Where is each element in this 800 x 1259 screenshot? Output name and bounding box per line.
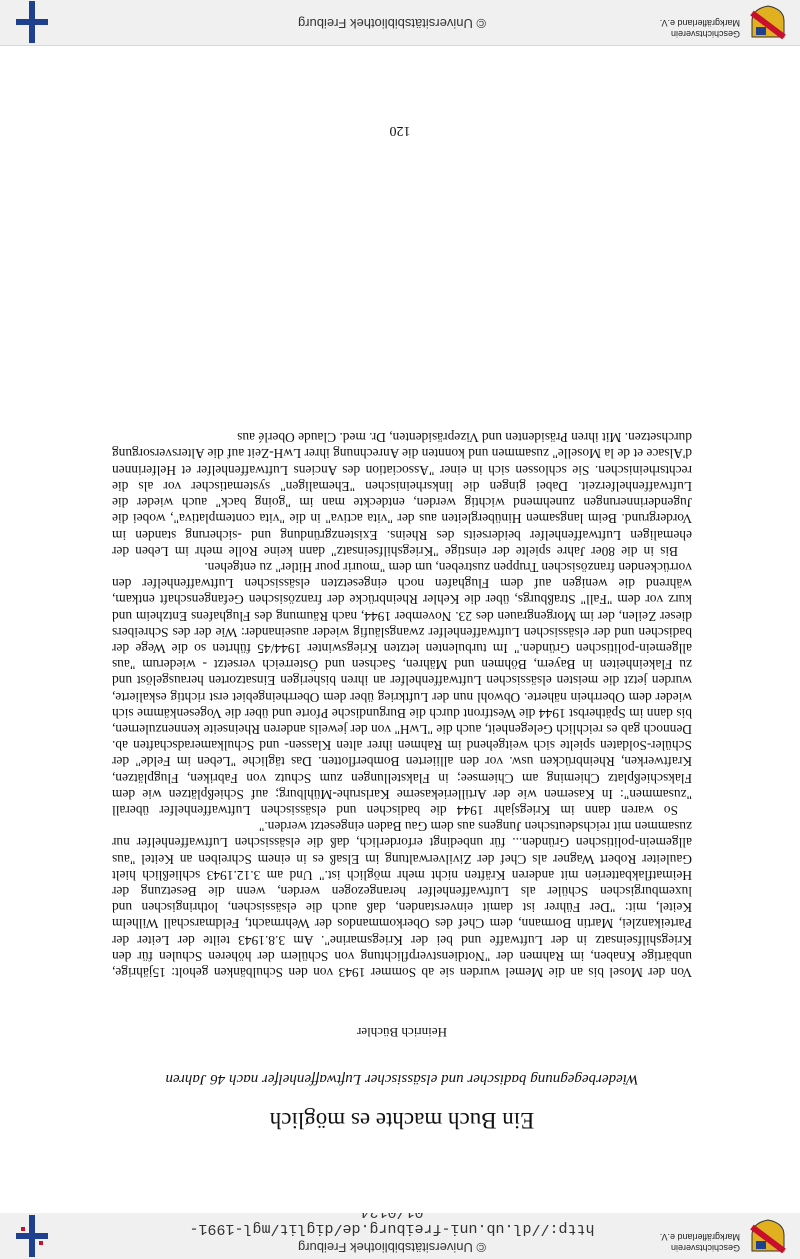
ub-freiburg-cross-icon xyxy=(12,1,52,43)
society-name: Geschichtsverein Markgräflerland e.V. xyxy=(659,1232,740,1253)
ub-freiburg-cross-icon xyxy=(12,1215,52,1257)
page-content xyxy=(112,429,692,1133)
page-number: 120 xyxy=(389,123,411,138)
society-name: Geschichtsverein Markgräflerland e.V. xyxy=(659,18,740,39)
paragraph: So waren dann im Kriegsjahr 1944 die badischen und elsässischen Luftwaffenhelfer überall "zusammen": In Kasernen wie der Artilleriekaserne Karlsruhe-Mühlburg; auf Schießplätzen wie dem Flakschießplatz Chieming am Chiemsee; in Flakstellungen zum Schutz von Fabriken, Flugplätzen, Kraftwerken, Rheinbrücken usw. vor den alliierten Bomberflotten. Das tägliche "Leben im Felde" der Schüler-Soldaten spielte sich weitgehend im Rahmen ihrer alten Klassen- und Schulkameradschaften ab. Dennoch gab es reichlich Gelegenheit, auch die "LwH" von der jeweils anderen Rheinseite kennenzulernen, bis dann im Spätherbst 1944 die Westfront durch die Burgundische Pforte und über die Vogesenkämme sich wieder dem Oberrhein näherte. Obwohl nun der Luftkrieg über dem Oberrheingebiet erst richtig eskalierte, wurden jetzt die meisten elsässischen Luftwaffenhelfer an ihren bisherigen Einsatzorten herausgelöst und zu Flakeinheiten in Bayern, Böhmen und Mähren, Sachsen und Österreich versetzt - wiederum "aus allgemein-politischen Gründen." Im turbulenten letzten Kriegswinter 1944/45 führten so die Wege der badischen und der elsässischen Luftwaffenhelfer zwangsläufig wieder auseinander: Wie der des Schreibers dieser Zeilen, der im Morgengrauen des 23. November 1944, nach Räumung des Flughafens Entzheim und kurz vor dem "Fall" Straßburgs, über die Kehler Rheinbrücke der französischen Gefangenschaft entkam, während die wenigen auf dem Flughafen noch eingesetzten elsässischen Luftwaffenhelfer den vorrückenden französischen Truppen zustreben, um dem "mourir pour Hitler" zu entgehen. xyxy=(112,559,692,818)
paragraph: Bis in die 80er Jahre spielte der einstige "Kriegshilfseinsatz" dann keine Rolle mehr im Leben der ehemaligen Luftwaffenhelfer beiderseits des Rheins. Existenzgründung und -sicherung standen im Vordergrund. Beim langsamen Hinübergleiten aus der "vita activa" in die "vita contemplativa", wobei die Jugenderinnerungen zunehmend wichtig werden, entdeckte man im "going back" auch wieder die Luftwaffenhelferzeit. Dabei gingen die linksrheinischen "Ehemaligen" systematischer vor als die rechtsrheinischen. Sie schlossen sich in einer "Association des Anciens Luftwaffenhelfer et Helferinnen d'Alsace et de la Moselle" zusammen und konnten die Anrechnung ihrer LwH-Zeit auf die Altersversorgung durchsetzen. Mit ihren Präsidenten und Vizepräsidenten, Dr. med. Claude Oberlé aus xyxy=(112,430,692,559)
viewer-footer-bar xyxy=(0,0,800,46)
copyright-notice: © Universitätsbibliothek Freiburg xyxy=(297,1240,487,1255)
article-subtitle: Wiederbegegnung badischer und elsässischer Luftwaffenhelfer nach 46 Jahren xyxy=(165,1071,639,1087)
source-url-link[interactable]: http://dl.ub.uni-freiburg.de/diglit/mgl-1991- xyxy=(189,1220,595,1237)
coat-of-arms-icon xyxy=(748,5,788,39)
article-title: Ein Buch machte es möglich xyxy=(269,1108,535,1133)
coat-of-arms-icon xyxy=(748,1219,788,1253)
copyright-notice: © Universitätsbibliothek Freiburg xyxy=(297,16,487,31)
paragraph: Von der Mosel bis an die Memel wurden sie ab Sommer 1943 von den Schulbänken geholt: 15jährige, unbärtige Knaben, im Rahmen der "Notdienstverpflichtung von Schülern der höheren Schulen für den Kriegshilfseinsatz in der Luftwaffe und bei der Kriegsmarine". Am 3.8.1943 teilte der Leiter der Parteikanzlei, Martin Bormann, dem Chef des Oberkommandos der Wehrmacht, Feldmarschall Wilhelm Keitel, mit: "Der Führer ist damit einverstanden, daß auch die elsässischen, lothringischen und luxemburgischen Schüler als Luftwaffenhelfer herangezogen werden, wenn die Besetzung der Heimatflakbatterien mit anderen Kräften nicht mehr möglich ist." Und am 3.12.1943 schließlich hielt Gauleiter Robert Wagner als Chef der Zivilverwaltung im Elsaß es in einem Schreiben an Keitel "aus allgemein-politischen Gründen... für unbedingt erforderlich, daß die elsässischen Luftwaffenhelfer nur zusammen mit reichsdeutschen Jungens aus dem Gau Baden eingesetzt werden." xyxy=(112,819,692,980)
scanned-page xyxy=(0,46,800,1213)
article-author: Heinrich Büchler xyxy=(357,1025,447,1040)
article-body xyxy=(112,429,692,980)
viewer-header-bar xyxy=(0,1212,800,1259)
